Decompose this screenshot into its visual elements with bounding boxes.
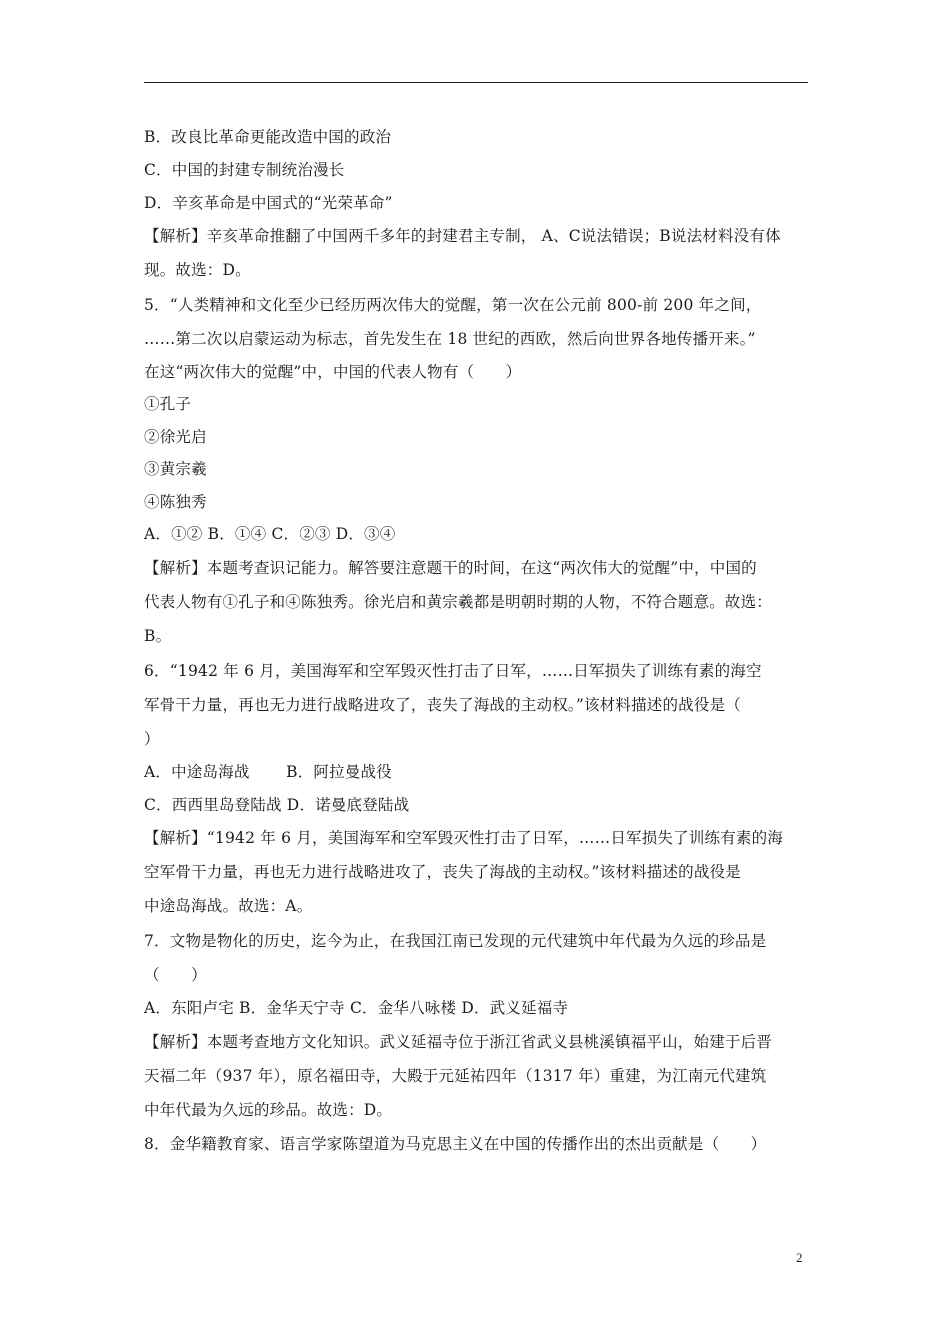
- analysis-line: 代表人物有①孔子和④陈独秀。徐光启和黄宗羲都是明朝时期的人物，不符合题意。故选：: [144, 593, 773, 612]
- analysis-line: 【解析】“1942 年 6 月，美国海军和空军毁灭性打击了日军，……日军损失了训练有素的海: [144, 829, 784, 848]
- option-line: ④陈独秀: [144, 492, 207, 511]
- question-line: 8．金华籍教育家、语言学家陈望道为马克思主义在中国的传播作出的杰出贡献是（ ）: [144, 1135, 767, 1154]
- text-line: B．改良比革命更能改造中国的政治: [144, 128, 392, 146]
- analysis-line: 【解析】本题考查识记能力。解答要注意题干的时间，在这“两次伟大的觉醒”中，中国的: [144, 558, 757, 577]
- option-line: ②徐光启: [144, 427, 207, 446]
- analysis-line: 【解析】本题考查地方文化知识。武义延福寺位于浙江省武义县桃溪镇福平山，始建于后晋: [144, 1032, 773, 1051]
- option-line: ①孔子: [144, 395, 192, 414]
- analysis-line: 天福二年（937 年），原名福田寺，大殿于元延祐四年（1317 年）重建，为江南元代建筑: [144, 1066, 767, 1085]
- question-line: 5．“人类精神和文化至少已经历两次伟大的觉醒，第一次在公元前 800-前 200 年之间，: [144, 295, 762, 314]
- question-line: 在这“两次伟大的觉醒”中，中国的代表人物有（ ）: [144, 362, 522, 381]
- text-line: C．中国的封建专制统治漫长: [144, 161, 345, 180]
- analysis-line: 现。故选：D。: [144, 261, 251, 280]
- analysis-line: 空军骨干力量，再也无力进行战略进攻了，丧失了海战的主动权。”该材料描述的战役是: [144, 863, 741, 882]
- page-number: 2: [796, 1250, 803, 1265]
- analysis-line: 【解析】辛亥革命推翻了中国两千多年的封建君主专制， A、C说法错误；B说法材料没有体: [144, 227, 781, 246]
- question-line: （ ）: [144, 965, 207, 984]
- answer-options: A．①② B．①④ C．②③ D．③④: [144, 525, 396, 544]
- option-line: ③黄宗羲: [144, 460, 207, 479]
- question-line: 6．“1942 年 6 月，美国海军和空军毁灭性打击了日军，……日军损失了训练有素的海空: [144, 661, 762, 680]
- document-body: [144, 120, 808, 1161]
- text-line: D．辛亥革命是中国式的“光荣革命”: [144, 193, 393, 212]
- question-line: 军骨干力量，再也无力进行战略进攻了，丧失了海战的主动权。”该材料描述的战役是（: [144, 695, 741, 714]
- answer-options: C．西西里岛登陆战 D．诺曼底登陆战: [144, 795, 410, 814]
- analysis-line: 中年代最为久远的珍品。故选：D。: [144, 1100, 393, 1119]
- answer-options: A．中途岛海战 B．阿拉曼战役: [144, 763, 392, 782]
- answer-options: A．东阳卢宅 B．金华天宁寺 C．金华八咏楼 D．武义延福寺: [144, 999, 569, 1017]
- analysis-line: B。: [144, 627, 172, 646]
- question-line: 7．文物是物化的历史，迄今为止，在我国江南已发现的元代建筑中年代最为久远的珍品是: [144, 931, 767, 950]
- analysis-line: 中途岛海战。故选：A。: [144, 897, 313, 916]
- question-line: ）: [144, 729, 160, 748]
- header-rule: [144, 82, 808, 83]
- question-line: ……第二次以启蒙运动为标志，首先发生在 18 世纪的西欧，然后向世界各地传播开来。”: [144, 329, 756, 348]
